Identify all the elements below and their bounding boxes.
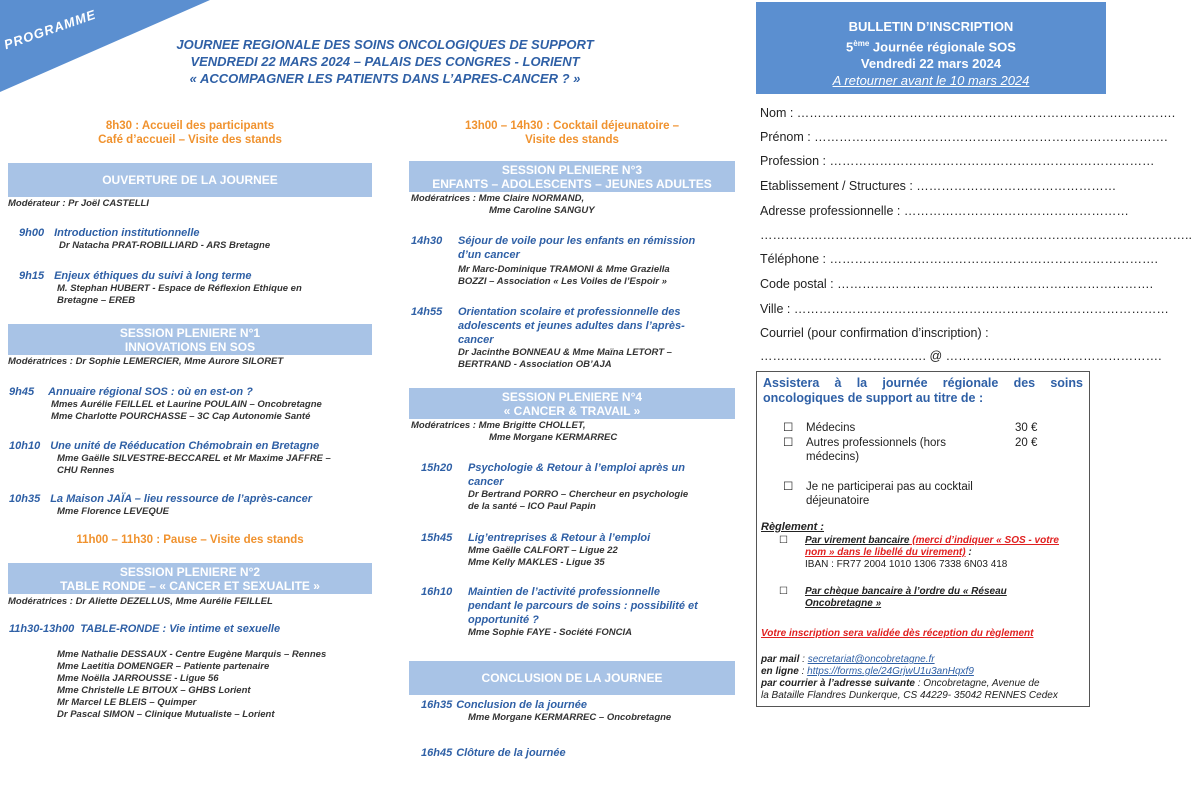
item-time: 15h45 <box>421 532 453 544</box>
session4-moderator <box>411 420 617 444</box>
edition-label: Journée régionale SOS <box>869 39 1016 55</box>
session4-bar <box>409 388 735 419</box>
prenom-field[interactable]: Prénom : …………………………………………………………………………. <box>760 130 1168 144</box>
ville-field[interactable]: Ville : ……………………………………………………………………………… <box>760 302 1169 316</box>
agenda-item <box>421 585 733 639</box>
agenda-item <box>411 234 735 288</box>
event-title-line2: VENDREDI 22 MARS 2024 – PALAIS DES CONGRES - LORIENT <box>190 54 580 69</box>
accueil-line2: Café d’accueil – Visite des stands <box>98 134 282 146</box>
option-label: médecins) <box>806 451 860 463</box>
session3-moderator <box>411 193 595 217</box>
item-time: 10h35 <box>9 493 41 505</box>
checkbox-icon[interactable]: ☐ <box>783 437 794 449</box>
conclusion-title: CONCLUSION DE LA JOURNEE <box>481 671 663 685</box>
agenda-item <box>19 269 369 307</box>
item-title: La Maison JAÏA – lieu ressource de l’après-cancer <box>50 493 313 505</box>
cheque-label: Par chèque bancaire à l’ordre du « Réseau <box>805 586 1007 597</box>
session3-title2: ENFANTS – ADOLESCENTS – JEUNES ADULTES <box>432 176 712 191</box>
item-title: opportunité ? <box>468 614 539 626</box>
validation-note: Votre inscription sera validée dès réception du règlement <box>761 628 1034 639</box>
table-ronde-speakers <box>57 649 373 721</box>
agenda-item <box>9 385 371 423</box>
option-label: déjeunatoire <box>806 495 870 507</box>
session2-moderator: Modératrices : Dr Aliette DEZELLUS, Mme Aurélie FEILLEL <box>8 596 273 607</box>
item-speaker: Dr Jacinthe BONNEAU & Mme Maïna LETORT – <box>458 347 672 358</box>
separator: : <box>798 666 808 677</box>
item-time: 10h10 <box>9 440 41 452</box>
item-title: Psychologie & Retour à l’emploi après un <box>468 462 685 474</box>
item-time: 9h15 <box>19 270 45 282</box>
event-title <box>150 36 620 87</box>
item-speaker: Mmes Aurélie FEILLEL et Laurine POULAIN – Oncobretagne <box>51 399 322 410</box>
edition-sup: ème <box>853 39 870 48</box>
cocktail-line2: Visite des stands <box>525 134 619 146</box>
checkbox-icon[interactable]: ☐ <box>779 535 788 546</box>
virement-note: nom » dans le libellé du virement) <box>805 547 966 558</box>
session3-bar <box>409 161 735 192</box>
speaker: Dr Pascal SIMON – Clinique Mutualiste – Lorient <box>57 709 275 720</box>
item-time: 16h10 <box>421 586 453 598</box>
checkbox-icon[interactable]: ☐ <box>783 422 794 434</box>
session4-title1: SESSION PLENIERE N°4 <box>501 389 643 404</box>
speaker: Mme Nathalie DESSAUX - Centre Eugène Marquis – Rennes <box>57 649 327 660</box>
item-title: Orientation scolaire et professionnelle des <box>458 306 681 318</box>
item-time: 9h00 <box>19 227 45 239</box>
moderator-line: Modératrices : Mme Claire NORMAND, <box>411 193 585 204</box>
conclusion-bar <box>409 661 735 695</box>
item-time: 14h30 <box>411 235 443 247</box>
edition-number: 5 <box>846 39 854 55</box>
agenda-item <box>9 492 371 518</box>
reglement-title: Règlement : <box>761 521 824 533</box>
item-speaker: M. Stephan HUBERT - Espace de Réflexion Ethique en <box>57 283 302 294</box>
online-label: en ligne <box>761 666 799 677</box>
session3-title1: SESSION PLENIERE N°3 <box>501 162 643 177</box>
session2-bar <box>8 563 372 594</box>
item-title: Une unité de Rééducation Chémobrain en Bretagne <box>50 440 320 452</box>
option-price: 30 € <box>1015 422 1038 434</box>
cocktail <box>409 119 735 147</box>
virement-label: Par virement bancaire <box>805 535 910 546</box>
option-no-cocktail[interactable] <box>783 480 1073 508</box>
speaker: Mme Noëlla JARROUSSE - Ligue 56 <box>57 673 219 684</box>
agenda-item <box>9 439 371 477</box>
item-speaker: Mr Marc-Dominique TRAMONI & Mme Graziella <box>458 264 670 275</box>
online-link[interactable]: https://forms.gle/24GrjwU1u3anHqxf9 <box>807 666 974 677</box>
item-title: TABLE-RONDE : Vie intime et sexuelle <box>80 623 281 635</box>
item-title: d’un cancer <box>458 249 520 261</box>
courriel-label: Courriel (pour confirmation d’inscription) : <box>760 326 989 340</box>
option-price: 20 € <box>1015 437 1038 449</box>
registration-date: Vendredi 22 mars 2024 <box>860 56 1002 72</box>
registration-header <box>756 2 1106 94</box>
agenda-item <box>411 305 735 371</box>
courrier-label: par courrier à l’adresse suivante <box>761 678 915 689</box>
item-title: Enjeux éthiques du suivi à long terme <box>54 270 252 282</box>
iban: IBAN : FR77 2004 1010 1306 7338 6N03 418 <box>805 559 1008 570</box>
ouverture-moderator: Modérateur : Pr Joël CASTELLI <box>8 198 149 209</box>
ouverture-bar <box>8 163 372 197</box>
courriel-field[interactable]: …………………………………. @ ……………………………………………. <box>760 349 1162 363</box>
item-speaker: BERTRAND - Association OB’AJA <box>458 359 612 370</box>
speaker: Mme Christelle LE BITOUX – GHBS Lorient <box>57 685 251 696</box>
item-speaker: Mme Gaëlle SILVESTRE-BECCAREL et Mr Maxime JAFFRE – <box>57 453 331 464</box>
agenda-item <box>421 461 733 513</box>
virement-note: (merci d’indiquer « SOS - votre <box>909 535 1059 546</box>
item-title: Maintien de l’activité professionnelle <box>468 586 660 598</box>
session1-bar <box>8 324 372 355</box>
registration-options-box <box>756 371 1090 707</box>
item-title: Conclusion de la journée <box>456 699 587 711</box>
session2-title1: SESSION PLENIERE N°2 <box>119 564 261 579</box>
item-time: 15h20 <box>421 462 453 474</box>
programme-label: PROGRAMME <box>2 6 99 53</box>
moderator-line: Modératrices : Mme Brigitte CHOLLET, <box>411 420 586 431</box>
item-title: Annuaire régional SOS : où en est-on ? <box>48 386 253 398</box>
accueil <box>8 119 372 147</box>
courrier-address: la Bataille Flandres Dunkerque, CS 44229- 35042 RENNES Cedex <box>761 690 1058 701</box>
session1-title1: SESSION PLENIERE N°1 <box>119 325 261 340</box>
item-speaker: Bretagne – EREB <box>57 295 136 306</box>
adresse-field[interactable]: Adresse professionnelle : ……………………………………………… <box>760 204 1129 218</box>
agenda-item <box>9 622 280 636</box>
moderator-line: Mme Morgane KERMARREC <box>489 432 618 443</box>
speaker: Mme Laetitia DOMENGER – Patiente partenaire <box>57 661 270 672</box>
checkbox-icon[interactable]: ☐ <box>779 586 788 597</box>
item-title: Lig’entreprises & Retour à l’emploi <box>468 532 651 544</box>
option-label: Je ne participerai pas au cocktail <box>806 481 973 493</box>
registration-deadline: A retourner avant le 10 mars 2024 <box>832 73 1030 89</box>
adresse-field-line2[interactable]: ………………………………………………………………………………………….. <box>760 228 1192 242</box>
telephone-field[interactable]: Téléphone : ……………………………………………………………………. <box>760 252 1158 266</box>
item-speaker: Mme Morgane KERMARREC – Oncobretagne <box>468 712 672 723</box>
payment-virement[interactable] <box>779 535 1087 570</box>
item-title: Introduction institutionnelle <box>54 227 200 239</box>
session1-title2: INNOVATIONS EN SOS <box>124 339 256 354</box>
registration-title: BULLETIN D’INSCRIPTION <box>848 19 1014 34</box>
mail-label: par mail <box>761 654 800 665</box>
item-time: 9h45 <box>9 386 35 398</box>
agenda-item <box>421 698 733 724</box>
item-speaker: de la santé – ICO Paul Papin <box>468 501 596 512</box>
session2-title2: TABLE RONDE – « CANCER ET SEXUALITE » <box>60 578 320 593</box>
speaker: Mr Marcel LE BLEIS – Quimper <box>57 697 197 708</box>
etablissement-field[interactable]: Etablissement / Structures : ………………………………………… <box>760 179 1117 193</box>
code-postal-field[interactable]: Code postal : …………………………………………………………………. <box>760 277 1154 291</box>
item-title: cancer <box>458 334 494 346</box>
item-speaker: Dr Bertrand PORRO – Chercheur en psychologie <box>468 489 689 500</box>
session4-title2: « CANCER & TRAVAIL » <box>503 403 641 418</box>
session1-moderator: Modératrices : Dr Sophie LEMERCIER, Mme Aurore SILORET <box>8 356 284 367</box>
accueil-line1: 8h30 : Accueil des participants <box>105 120 275 132</box>
nom-field[interactable]: Nom : ………………………………………………………………………………. <box>760 106 1176 120</box>
item-time: 14h55 <box>411 306 443 318</box>
item-title: Clôture de la journée <box>456 747 566 759</box>
registration-edition <box>756 35 1106 55</box>
event-title-line3: « ACCOMPAGNER LES PATIENTS DANS L’APRES-CANCER ? » <box>189 71 581 86</box>
item-speaker: Mme Gaëlle CALFORT – Ligue 22 <box>468 545 618 556</box>
event-title-line1: JOURNEE REGIONALE DES SOINS ONCOLOGIQUES DE SUPPORT <box>176 37 594 52</box>
virement-colon: : <box>965 547 972 558</box>
pause: 11h00 – 11h30 : Pause – Visite des stands <box>76 534 304 546</box>
moderator-line: Mme Caroline SANGUY <box>489 205 595 216</box>
payment-cheque[interactable] <box>779 586 1087 609</box>
agenda-item <box>19 226 369 252</box>
option-autres[interactable] <box>783 436 1073 464</box>
option-medecins[interactable] <box>783 421 1073 435</box>
item-speaker: CHU Rennes <box>57 465 115 476</box>
courrier-address: : Oncobretagne, Avenue de <box>914 678 1040 689</box>
assist-text: Assistera à la journée régionale des soins oncologiques de support au titre de : <box>763 376 1083 405</box>
item-speaker: BOZZI – Association « Les Voiles de l’Espoir » <box>458 276 667 287</box>
option-label: Autres professionnels (hors <box>806 437 946 449</box>
item-speaker: Dr Natacha PRAT-ROBILLIARD - ARS Bretagne <box>59 240 271 251</box>
separator: : <box>799 654 808 665</box>
item-time: 16h35 <box>421 699 453 711</box>
item-title: pendant le parcours de soins : possibilité et <box>468 600 698 612</box>
agenda-item <box>421 746 566 760</box>
item-title: adolescents et jeunes adultes dans l’après- <box>458 320 685 332</box>
item-time: 16h45 <box>421 747 453 759</box>
item-time: 11h30-13h00 <box>9 623 75 635</box>
profession-field[interactable]: Profession : …………………………………………………………………… <box>760 154 1155 168</box>
ouverture-title: OUVERTURE DE LA JOURNEE <box>102 173 278 187</box>
mail-link[interactable]: secretariat@oncobretagne.fr <box>807 654 935 665</box>
item-speaker: Mme Florence LEVEQUE <box>57 506 169 517</box>
contact-info <box>761 654 1087 702</box>
cheque-label: Oncobretagne » <box>805 598 882 609</box>
option-label: Médecins <box>806 422 856 434</box>
item-speaker: Mme Sophie FAYE - Société FONCIA <box>468 627 632 638</box>
item-title: Séjour de voile pour les enfants en rémission <box>458 235 696 247</box>
agenda-item <box>421 531 733 569</box>
cocktail-line1: 13h00 – 14h30 : Cocktail déjeunatoire – <box>464 120 680 132</box>
checkbox-icon[interactable]: ☐ <box>783 481 794 493</box>
item-speaker: Mme Kelly MAKLES - Ligue 35 <box>468 557 605 568</box>
item-speaker: Mme Charlotte POURCHASSE – 3C Cap Autonomie Santé <box>51 411 311 422</box>
item-title: cancer <box>468 476 504 488</box>
